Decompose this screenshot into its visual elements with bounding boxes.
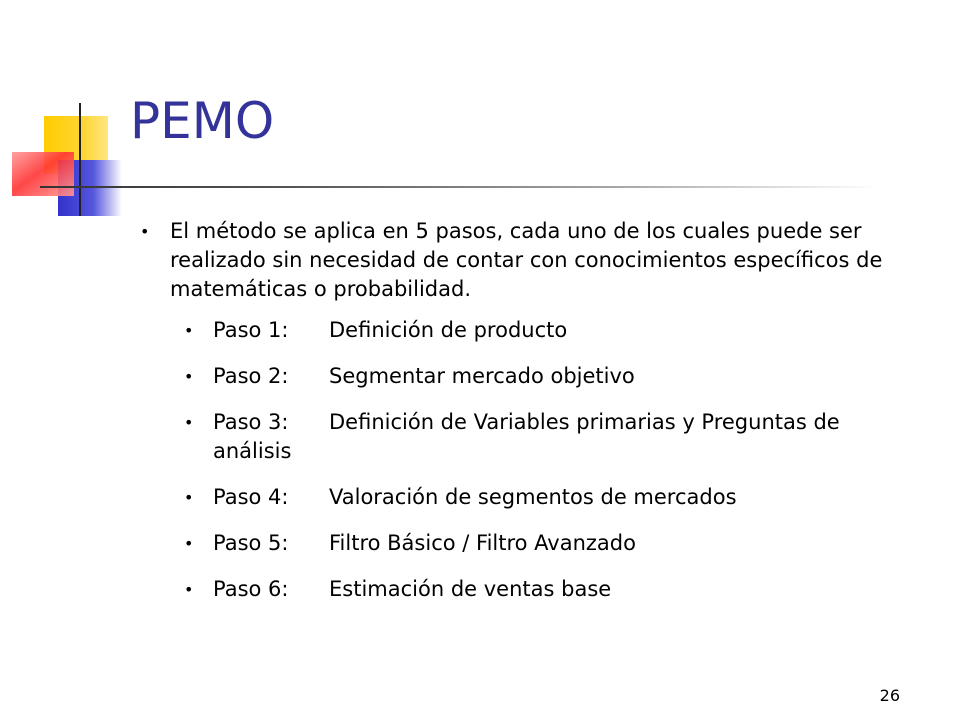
step-label: Paso 2:: [213, 364, 289, 388]
step-item: [140, 316, 920, 345]
slide-body: [140, 217, 920, 621]
step-text: Filtro Básico / Filtro Avanzado: [329, 531, 636, 555]
title-divider: [40, 186, 880, 188]
step-text: Valoración de segmentos de mercados: [329, 485, 737, 509]
page-number: 26: [879, 686, 900, 705]
bullet-icon: •: [140, 222, 150, 241]
bullet-icon: •: [184, 580, 194, 599]
bullet-icon: •: [184, 413, 194, 432]
step-item: [140, 408, 920, 466]
step-item: [140, 575, 920, 604]
bullet-icon: •: [184, 534, 194, 553]
bullet-icon: •: [184, 321, 194, 340]
steps-list: [140, 316, 920, 604]
step-item: [140, 529, 920, 558]
step-label: Paso 5:: [213, 531, 289, 555]
step-text: Estimación de ventas base: [329, 577, 612, 601]
step-text: Definición de Variables primarias y Preguntas de análisis: [213, 410, 840, 463]
step-item: [140, 362, 920, 391]
bullet-icon: •: [184, 367, 194, 386]
deco-red-square: [12, 152, 74, 196]
step-label: Paso 1:: [213, 318, 289, 342]
bullet-icon: •: [184, 488, 194, 507]
step-label: Paso 3:: [213, 410, 289, 434]
corner-decoration-graphic: [0, 0, 140, 230]
step-text: Segmentar mercado objetivo: [329, 364, 635, 388]
step-label: Paso 4:: [213, 485, 289, 509]
step-text: Definición de producto: [329, 318, 568, 342]
intro-text: El método se aplica en 5 pasos, cada uno de los cuales puede ser realizado sin necesidad de contar con conocimientos específicos de matemáticas o probabilidad.: [170, 219, 883, 301]
step-item: [140, 483, 920, 512]
step-label: Paso 6:: [213, 577, 289, 601]
slide-title: PEMO: [130, 92, 275, 150]
intro-bullet: [140, 217, 920, 304]
